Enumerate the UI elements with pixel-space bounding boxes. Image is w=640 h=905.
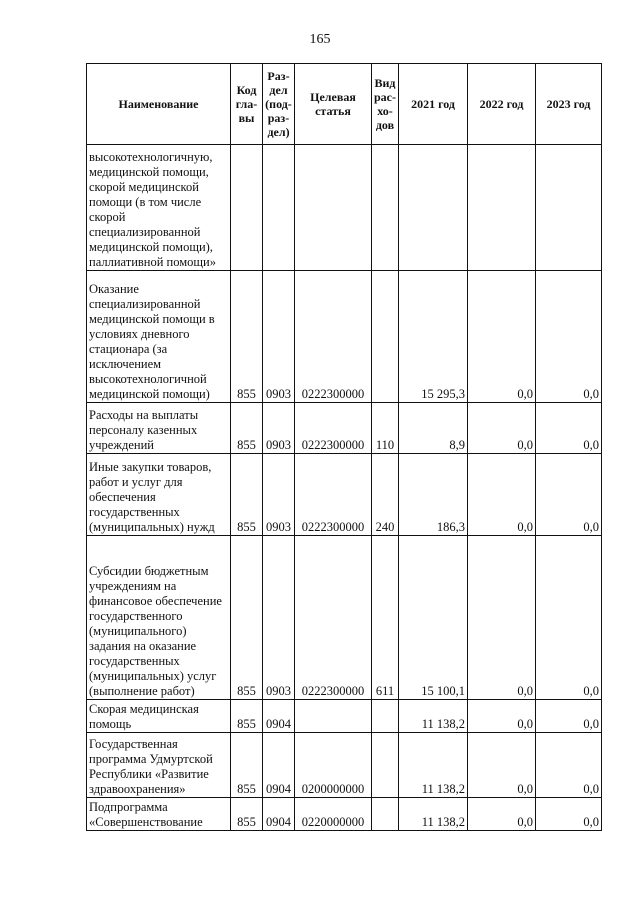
row-2022: 0,0 xyxy=(468,403,536,454)
row-expense-type: 611 xyxy=(372,536,399,700)
row-2023: 0,0 xyxy=(536,700,602,733)
row-chapter: 855 xyxy=(231,454,263,536)
row-expense-type xyxy=(372,733,399,798)
header-row xyxy=(87,64,602,145)
table-row xyxy=(87,145,602,271)
row-expense-type xyxy=(372,145,399,271)
row-2023 xyxy=(536,145,602,271)
row-expense-type xyxy=(372,271,399,403)
row-section: 0904 xyxy=(263,700,295,733)
row-section: 0903 xyxy=(263,403,295,454)
row-2023: 0,0 xyxy=(536,454,602,536)
row-target xyxy=(295,700,372,733)
table-row xyxy=(87,798,602,831)
table-row xyxy=(87,733,602,798)
header-target-article: Целевая статья xyxy=(295,64,372,145)
row-section: 0904 xyxy=(263,798,295,831)
row-target xyxy=(295,145,372,271)
table-row xyxy=(87,403,602,454)
row-chapter: 855 xyxy=(231,536,263,700)
row-expense-type xyxy=(372,700,399,733)
row-chapter: 855 xyxy=(231,798,263,831)
budget-table xyxy=(86,63,602,831)
row-name: Скорая медицинская помощь xyxy=(87,700,231,733)
row-2022: 0,0 xyxy=(468,733,536,798)
row-2021 xyxy=(399,145,468,271)
row-2021: 186,3 xyxy=(399,454,468,536)
row-expense-type: 240 xyxy=(372,454,399,536)
row-target: 0222300000 xyxy=(295,536,372,700)
row-expense-type xyxy=(372,798,399,831)
row-2023: 0,0 xyxy=(536,536,602,700)
row-2023: 0,0 xyxy=(536,271,602,403)
row-name: высокотехнологичную, медицинской помощи, скорой медицинской помощи (в том числе скорой специализированной медицинской помощи), паллиативной помощи» xyxy=(87,145,231,271)
row-name: Государственная программа Удмуртской Республики «Развитие здравоохранения» xyxy=(87,733,231,798)
row-name: Оказание специализированной медицинской помощи в условиях дневного стационара (за исключением высокотехнологичной медицинской помощи) xyxy=(87,271,231,403)
row-name: Иные закупки товаров, работ и услуг для обеспечения государственных (муниципальных) нужд xyxy=(87,454,231,536)
row-expense-type: 110 xyxy=(372,403,399,454)
header-year-2023: 2023 год xyxy=(536,64,602,145)
row-2021: 15 295,3 xyxy=(399,271,468,403)
table-row xyxy=(87,271,602,403)
row-2021: 11 138,2 xyxy=(399,798,468,831)
row-section xyxy=(263,145,295,271)
row-section: 0904 xyxy=(263,733,295,798)
row-target: 0222300000 xyxy=(295,403,372,454)
row-chapter: 855 xyxy=(231,271,263,403)
header-chapter-code: Код гла-вы xyxy=(231,64,263,145)
row-2022 xyxy=(468,145,536,271)
row-2022: 0,0 xyxy=(468,536,536,700)
row-chapter: 855 xyxy=(231,403,263,454)
row-2022: 0,0 xyxy=(468,454,536,536)
row-2023: 0,0 xyxy=(536,403,602,454)
row-2023: 0,0 xyxy=(536,798,602,831)
row-chapter: 855 xyxy=(231,700,263,733)
row-target: 0222300000 xyxy=(295,271,372,403)
header-year-2022: 2022 год xyxy=(468,64,536,145)
row-2021: 15 100,1 xyxy=(399,536,468,700)
header-section: Раз-дел (под-раз-дел) xyxy=(263,64,295,145)
row-chapter: 855 xyxy=(231,733,263,798)
header-expense-type: Вид рас-хо-дов xyxy=(372,64,399,145)
header-name: Наименование xyxy=(87,64,231,145)
row-target: 0220000000 xyxy=(295,798,372,831)
page-number: 165 xyxy=(309,32,331,47)
table-row xyxy=(87,700,602,733)
row-name: Расходы на выплаты персоналу казенных учреждений xyxy=(87,403,231,454)
row-section: 0903 xyxy=(263,454,295,536)
row-section: 0903 xyxy=(263,536,295,700)
row-2022: 0,0 xyxy=(468,798,536,831)
row-name: Субсидии бюджетным учреждениям на финансовое обеспечение государственного (муниципального) задания на оказание государственных (муниципальных) услуг (выполнение работ) xyxy=(87,536,231,700)
row-chapter xyxy=(231,145,263,271)
table-row xyxy=(87,536,602,700)
header-year-2021: 2021 год xyxy=(399,64,468,145)
table-row xyxy=(87,454,602,536)
row-target: 0200000000 xyxy=(295,733,372,798)
row-2021: 8,9 xyxy=(399,403,468,454)
row-2022: 0,0 xyxy=(468,271,536,403)
row-2023: 0,0 xyxy=(536,733,602,798)
row-section: 0903 xyxy=(263,271,295,403)
row-2021: 11 138,2 xyxy=(399,700,468,733)
row-2022: 0,0 xyxy=(468,700,536,733)
row-name: Подпрограмма «Совершенствование xyxy=(87,798,231,831)
row-target: 0222300000 xyxy=(295,454,372,536)
row-2021: 11 138,2 xyxy=(399,733,468,798)
